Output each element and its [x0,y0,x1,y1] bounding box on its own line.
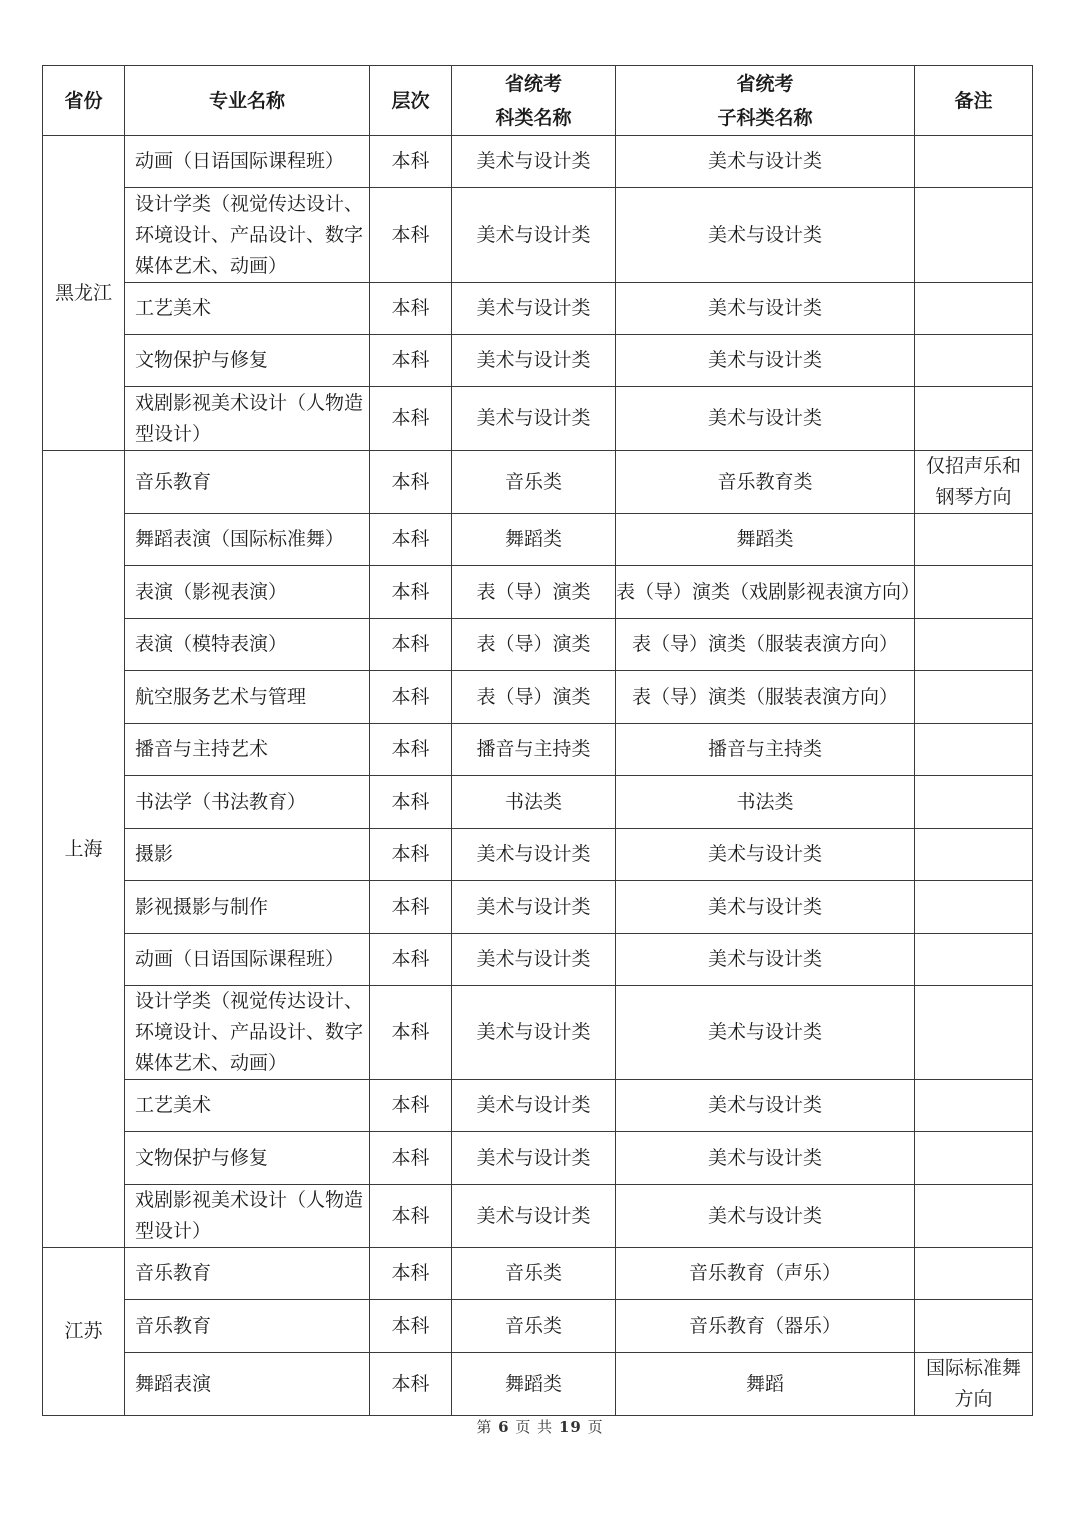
level-cell: 本科 [370,829,452,881]
category-cell: 美术与设计类 [452,188,616,283]
level-cell: 本科 [370,387,452,451]
major-cell: 音乐教育 [125,451,370,514]
subcategory-cell: 美术与设计类 [616,387,915,451]
subcategory-cell: 书法类 [616,776,915,829]
category-cell: 舞蹈类 [452,1353,616,1416]
category-cell: 表（导）演类 [452,671,616,724]
major-cell: 动画（日语国际课程班） [125,136,370,188]
header-subcategory-line2: 子科类名称 [717,106,813,129]
level-cell: 本科 [370,335,452,387]
major-cell: 航空服务艺术与管理 [125,671,370,724]
major-cell: 戏剧影视美术设计（人物造型设计） [125,387,370,451]
header-subcategory [616,66,915,136]
note-cell [915,724,1033,776]
note-line: 钢琴方向 [935,486,1012,508]
header-major: 专业名称 [125,66,370,136]
footer-page-number: 6 [498,1418,510,1436]
table-row [43,829,1033,881]
province-cell: 上海 [43,451,125,1248]
category-cell: 音乐类 [452,1248,616,1300]
header-category-line1: 省统考 [504,72,562,95]
category-cell: 美术与设计类 [452,829,616,881]
note-cell [915,881,1033,934]
table-body [43,136,1033,1416]
level-cell: 本科 [370,724,452,776]
subcategory-cell: 表（导）演类（戏剧影视表演方向） [616,566,915,619]
category-cell: 美术与设计类 [452,934,616,986]
note-cell [915,1248,1033,1300]
footer-middle: 页 共 [515,1418,554,1436]
level-cell: 本科 [370,671,452,724]
category-cell: 表（导）演类 [452,566,616,619]
header-note: 备注 [915,66,1033,136]
major-cell: 书法学（书法教育） [125,776,370,829]
table-row [43,514,1033,566]
note-cell [915,566,1033,619]
category-cell: 美术与设计类 [452,986,616,1080]
level-cell: 本科 [370,514,452,566]
note-line: 国际标准舞 [925,1357,1021,1379]
footer-suffix: 页 [587,1418,604,1436]
note-line: 仅招声乐和 [925,455,1021,477]
table-row [43,776,1033,829]
subcategory-cell: 舞蹈类 [616,514,915,566]
major-cell: 设计学类（视觉传达设计、环境设计、产品设计、数字媒体艺术、动画） [125,188,370,283]
level-cell: 本科 [370,986,452,1080]
province-cell: 黑龙江 [43,136,125,451]
admissions-table [42,65,1033,1416]
category-cell: 美术与设计类 [452,387,616,451]
note-cell [915,1080,1033,1132]
table-row [43,881,1033,934]
table-row [43,451,1033,514]
header-category-line2: 科类名称 [495,106,572,129]
subcategory-cell: 美术与设计类 [616,986,915,1080]
category-cell: 美术与设计类 [452,283,616,335]
level-cell: 本科 [370,283,452,335]
province-cell: 江苏 [43,1248,125,1416]
note-cell [915,1300,1033,1353]
subcategory-cell: 美术与设计类 [616,1185,915,1248]
subcategory-cell: 美术与设计类 [616,335,915,387]
table-row [43,1300,1033,1353]
category-cell: 舞蹈类 [452,514,616,566]
level-cell: 本科 [370,451,452,514]
footer-total-pages: 19 [558,1418,582,1436]
major-cell: 舞蹈表演 [125,1353,370,1416]
footer-prefix: 第 [476,1418,493,1436]
note-cell [915,619,1033,671]
level-cell: 本科 [370,1300,452,1353]
subcategory-cell: 美术与设计类 [616,1132,915,1185]
subcategory-cell: 舞蹈 [616,1353,915,1416]
table-row [43,724,1033,776]
subcategory-cell: 音乐教育（器乐） [616,1300,915,1353]
note-cell [915,283,1033,335]
table-row [43,1248,1033,1300]
major-cell: 音乐教育 [125,1300,370,1353]
subcategory-cell: 美术与设计类 [616,829,915,881]
table-row [43,335,1033,387]
major-cell: 影视摄影与制作 [125,881,370,934]
note-cell [915,387,1033,451]
note-cell [915,1353,1033,1416]
header-level: 层次 [370,66,452,136]
table-row [43,1185,1033,1248]
level-cell: 本科 [370,1132,452,1185]
category-cell: 美术与设计类 [452,335,616,387]
note-line: 方向 [954,1388,993,1410]
subcategory-cell: 播音与主持类 [616,724,915,776]
category-cell: 美术与设计类 [452,1080,616,1132]
note-cell [915,671,1033,724]
level-cell: 本科 [370,1248,452,1300]
note-cell [915,335,1033,387]
level-cell: 本科 [370,1353,452,1416]
table-row [43,986,1033,1080]
level-cell: 本科 [370,1185,452,1248]
subcategory-cell: 表（导）演类（服装表演方向） [616,619,915,671]
table-row [43,671,1033,724]
subcategory-cell: 音乐教育（声乐） [616,1248,915,1300]
table-row [43,934,1033,986]
major-cell: 播音与主持艺术 [125,724,370,776]
note-cell [915,1185,1033,1248]
category-cell: 美术与设计类 [452,1132,616,1185]
category-cell: 音乐类 [452,1300,616,1353]
level-cell: 本科 [370,1080,452,1132]
level-cell: 本科 [370,881,452,934]
category-cell: 书法类 [452,776,616,829]
page-footer [0,1416,1080,1437]
table-row [43,188,1033,283]
level-cell: 本科 [370,934,452,986]
note-cell [915,1132,1033,1185]
major-cell: 动画（日语国际课程班） [125,934,370,986]
subcategory-cell: 美术与设计类 [616,934,915,986]
subcategory-cell: 音乐教育类 [616,451,915,514]
major-cell: 文物保护与修复 [125,335,370,387]
table-row [43,1080,1033,1132]
note-cell [915,776,1033,829]
table-row [43,1132,1033,1185]
level-cell: 本科 [370,566,452,619]
major-cell: 摄影 [125,829,370,881]
major-cell: 表演（影视表演） [125,566,370,619]
category-cell: 播音与主持类 [452,724,616,776]
category-cell: 美术与设计类 [452,136,616,188]
category-cell: 表（导）演类 [452,619,616,671]
level-cell: 本科 [370,776,452,829]
note-cell [915,986,1033,1080]
major-cell: 表演（模特表演） [125,619,370,671]
category-cell: 美术与设计类 [452,881,616,934]
category-cell: 音乐类 [452,451,616,514]
major-cell: 文物保护与修复 [125,1132,370,1185]
major-cell: 音乐教育 [125,1248,370,1300]
category-cell: 美术与设计类 [452,1185,616,1248]
subcategory-cell: 表（导）演类（服装表演方向） [616,671,915,724]
note-cell [915,451,1033,514]
table-row [43,619,1033,671]
level-cell: 本科 [370,619,452,671]
major-cell: 工艺美术 [125,283,370,335]
table-row [43,136,1033,188]
note-cell [915,188,1033,283]
note-cell [915,136,1033,188]
table-row [43,566,1033,619]
header-category [452,66,616,136]
major-cell: 舞蹈表演（国际标准舞） [125,514,370,566]
major-cell: 设计学类（视觉传达设计、环境设计、产品设计、数字媒体艺术、动画） [125,986,370,1080]
subcategory-cell: 美术与设计类 [616,881,915,934]
table-row [43,1353,1033,1416]
subcategory-cell: 美术与设计类 [616,136,915,188]
subcategory-cell: 美术与设计类 [616,283,915,335]
level-cell: 本科 [370,188,452,283]
major-cell: 工艺美术 [125,1080,370,1132]
subcategory-cell: 美术与设计类 [616,188,915,283]
header-row [43,66,1033,136]
note-cell [915,829,1033,881]
level-cell: 本科 [370,136,452,188]
table-row [43,283,1033,335]
table-row [43,387,1033,451]
header-province: 省份 [43,66,125,136]
header-subcategory-line1: 省统考 [736,72,794,95]
major-cell: 戏剧影视美术设计（人物造型设计） [125,1185,370,1248]
subcategory-cell: 美术与设计类 [616,1080,915,1132]
note-cell [915,934,1033,986]
note-cell [915,514,1033,566]
